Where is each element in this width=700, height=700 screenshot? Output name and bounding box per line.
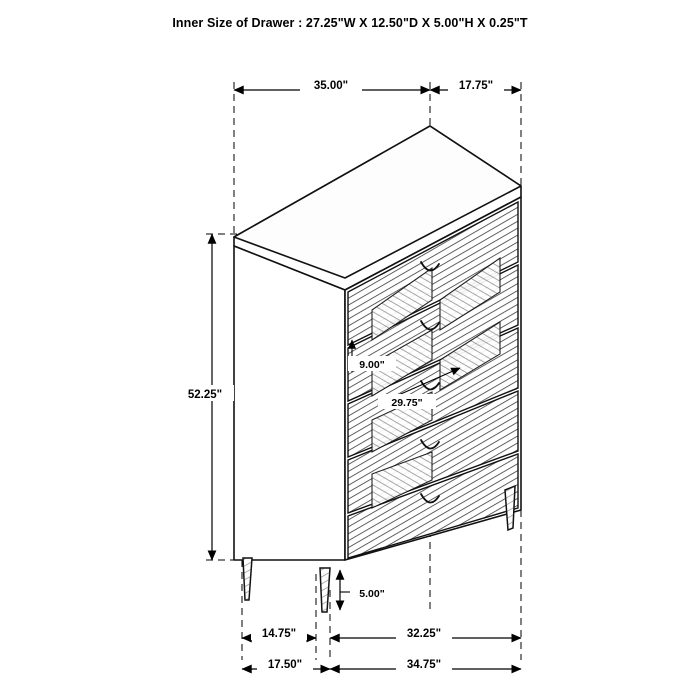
dim-front-width: 34.75"	[406, 659, 442, 671]
dim-drawer-height: 9.00"	[359, 359, 385, 371]
dim-overall-height: 52.25"	[187, 389, 223, 401]
dimension-height	[176, 234, 234, 560]
dimension-bottom-row-1	[242, 624, 521, 640]
dim-side-base-depth: 14.75"	[261, 628, 297, 640]
dim-top-depth: 17.75"	[458, 80, 494, 92]
page-title: Inner Size of Drawer : 27.25"W X 12.50"D X 5.00"H X 0.25"T	[172, 16, 528, 30]
dimension-bottom-row-2	[242, 655, 521, 671]
dimension-leg-height	[340, 570, 394, 610]
dim-side-depth: 17.50"	[267, 659, 303, 671]
dim-front-base-width: 32.25"	[406, 628, 442, 640]
dim-leg-height: 5.00"	[359, 588, 385, 600]
dim-top-width: 35.00"	[313, 80, 349, 92]
dim-drawer-width: 29.75"	[391, 397, 423, 409]
dimension-top	[234, 76, 521, 92]
